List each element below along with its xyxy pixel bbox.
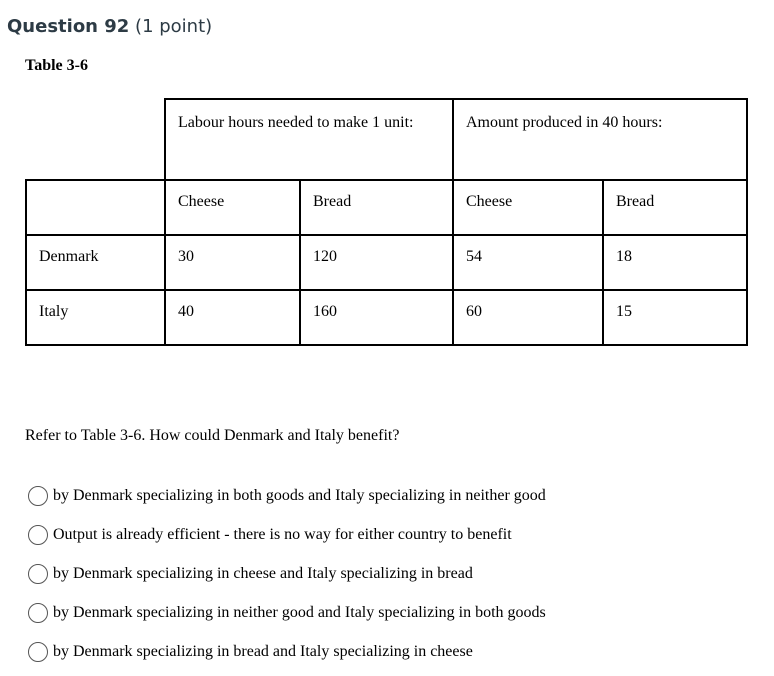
table-row-label: Denmark: [26, 235, 165, 290]
answer-option[interactable]: [28, 554, 546, 593]
answer-label[interactable]: by Denmark specializing in neither good and Italy specializing in both goods: [53, 603, 546, 621]
table-cell: 15: [603, 290, 747, 345]
table-cell: 54: [453, 235, 603, 290]
table-subheader-cell: Bread: [603, 180, 747, 235]
table-cell: 60: [453, 290, 603, 345]
table-cell-empty: [26, 180, 165, 235]
answer-option[interactable]: [28, 515, 546, 554]
answer-label[interactable]: by Denmark specializing in bread and Italy specializing in cheese: [53, 642, 473, 660]
table-header-row: [26, 99, 747, 180]
answer-label[interactable]: by Denmark specializing in both goods and Italy specializing in neither good: [53, 486, 546, 504]
answer-label[interactable]: Output is already efficient - there is no way for either country to benefit: [53, 525, 512, 543]
table-row: [26, 235, 747, 290]
table-corner-cell: [26, 99, 165, 180]
table-cell: 40: [165, 290, 300, 345]
table-subheader-cell: Cheese: [165, 180, 300, 235]
question-prompt: Refer to Table 3-6. How could Denmark and Italy benefit?: [25, 427, 400, 444]
table-caption: Table 3-6: [25, 57, 88, 74]
answer-option[interactable]: [28, 476, 546, 515]
table-subheader-cell: Cheese: [453, 180, 603, 235]
answer-label[interactable]: by Denmark specializing in cheese and Italy specializing in bread: [53, 564, 473, 582]
table-cell: 30: [165, 235, 300, 290]
answer-option[interactable]: [28, 593, 546, 632]
table-row: [26, 290, 747, 345]
question-title: Question 92: [7, 16, 130, 37]
radio-button[interactable]: [28, 525, 48, 545]
table-subheader-row: [26, 180, 747, 235]
question-points: (1 point): [135, 16, 213, 37]
radio-button[interactable]: [28, 603, 48, 623]
answer-options: [28, 476, 546, 671]
table-group-header-amount: Amount produced in 40 hours:: [453, 99, 747, 180]
question-header: [7, 16, 212, 37]
radio-button[interactable]: [28, 486, 48, 506]
radio-button[interactable]: [28, 642, 48, 662]
table-cell: 120: [300, 235, 453, 290]
table-subheader-cell: Bread: [300, 180, 453, 235]
table-cell: 160: [300, 290, 453, 345]
answer-option[interactable]: [28, 632, 546, 671]
data-table: [25, 98, 748, 346]
radio-button[interactable]: [28, 564, 48, 584]
table-group-header-labour: Labour hours needed to make 1 unit:: [165, 99, 453, 180]
table-cell: 18: [603, 235, 747, 290]
table-row-label: Italy: [26, 290, 165, 345]
